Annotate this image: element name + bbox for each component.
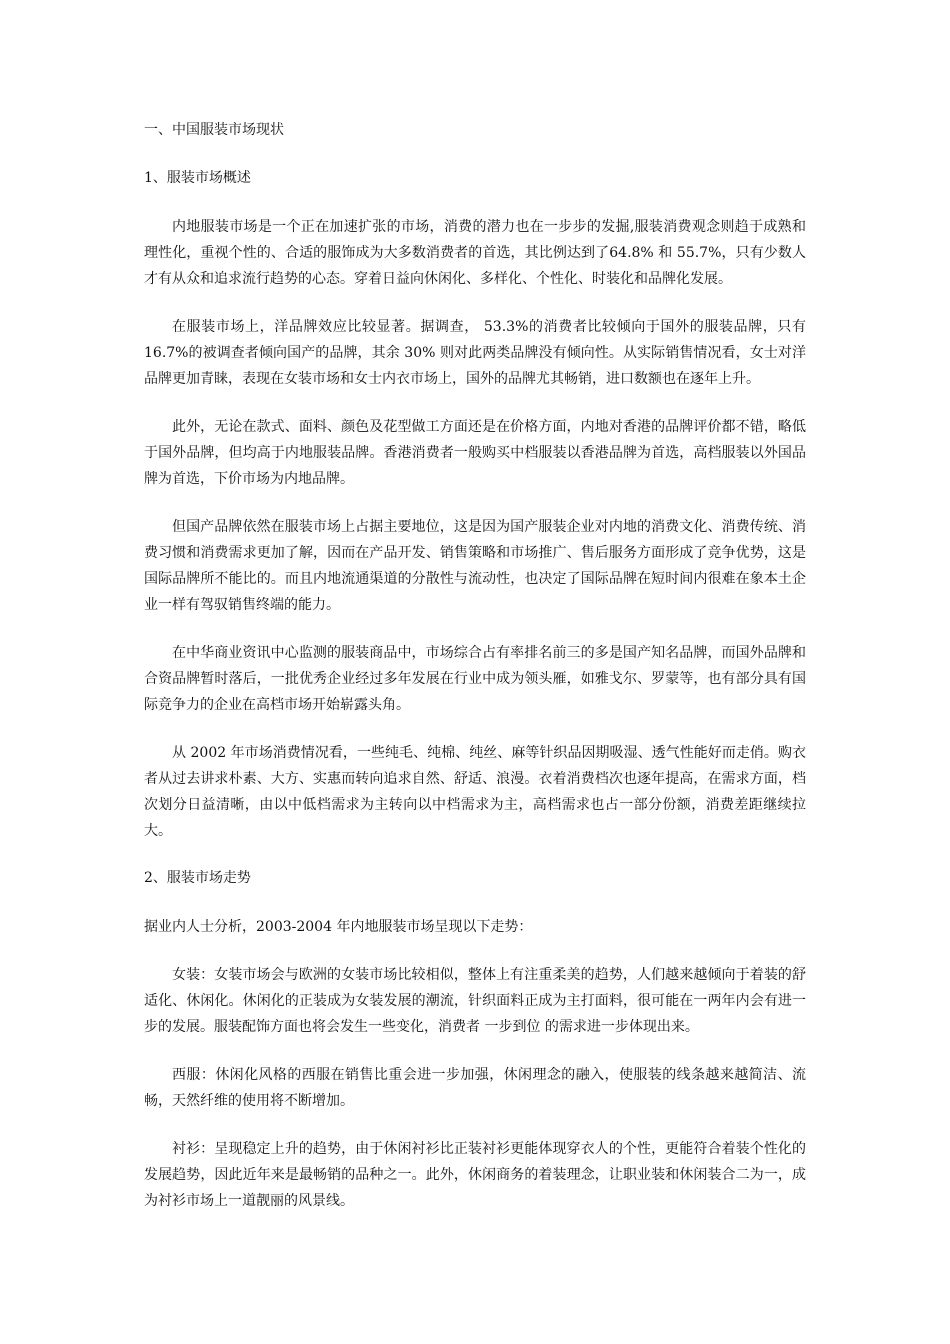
paragraph-market-overview: 内地服装市场是一个正在加速扩张的市场，消费的潜力也在一步步的发掘,服装消费观念则趋于成熟和理性化，重视个性的、合适的服饰成为大多数消费者的首选，其比例达到了64.8% 和 55.7%，只有少数人才有从众和追求流行趋势的心态。穿着日益向休闲化、多样化、个性化、时装化和品牌化发展。 [144,219,806,287]
paragraph-shirts: 衬衫：呈现稳定上升的趋势，由于休闲衬衫比正装衬衫更能体现穿衣人的个性，更能符合着装个性化的发展趋势，因此近年来是最畅销的品种之一。此外，休闲商务的着装理念，让职业装和休闲装合二为一，成为衬衫市场上一道靓丽的风景线。 [144,1141,806,1209]
paragraph-domestic-brands: 但国产品牌依然在服装市场上占据主要地位，这是因为国产服装企业对内地的消费文化、消费传统、消费习惯和消费需求更加了解，因而在产品开发、销售策略和市场推广、售后服务方面形成了竞争优势，这是国际品牌所不能比的。而且内地流通渠道的分散性与流动性，也决定了国际品牌在短时间内很难在象本土企业一样有驾驭销售终端的能力。 [144,519,806,613]
document-body [144,118,806,1236]
paragraph-2002-consumption: 从 2002 年市场消费情况看，一些纯毛、纯棉、纯丝、麻等针织品因期吸湿、透气性能好而走俏。购衣者从过去讲求朴素、大方、实惠而转向追求自然、舒适、浪漫。衣着消费档次也逐年提高，在需求方面，档次划分日益清晰，由以中低档需求为主转向以中档需求为主，高档需求也占一部分份额，消费差距继续拉大。 [144,745,806,839]
section-2-heading: 2、服装市场走势 [144,870,251,886]
paragraph-suits: 西服：休闲化风格的西服在销售比重会进一步加强，休闲理念的融入，使服装的线条越来越简洁、流畅，天然纤维的使用将不断增加。 [144,1067,806,1109]
chapter-heading: 一、中国服装市场现状 [144,122,284,138]
paragraph-trend-intro: 据业内人士分析，2003-2004 年内地服装市场呈现以下走势： [144,919,533,935]
paragraph-market-share: 在中华商业资讯中心监测的服装商品中，市场综合占有率排名前三的多是国产知名品牌，而国外品牌和合资品牌暂时落后，一批优秀企业经过多年发展在行业中成为领头雁，如雅戈尔、罗蒙等，也有部分具有国际竞争力的企业在高档市场开始崭露头角。 [144,645,806,713]
paragraph-foreign-brands: 在服装市场上，洋品牌效应比较显著。据调查， 53.3%的消费者比较倾向于国外的服装品牌，只有16.7%的被调查者倾向国产的品牌，其余 30% 则对此两类品牌没有倾向性。从实际销售情况看，女士对洋品牌更加青睐，表现在女装市场和女士内衣市场上，国外的品牌尤其畅销，进口数额也在逐年上升。 [144,319,806,387]
paragraph-hongkong-brands: 此外，无论在款式、面料、颜色及花型做工方面还是在价格方面，内地对香港的品牌评价都不错，略低于国外品牌，但均高于内地服装品牌。香港消费者一般购买中档服装以香港品牌为首选，高档服装以外国品牌为首选，下价市场为内地品牌。 [144,419,806,487]
section-1-heading: 1、服装市场概述 [144,170,251,186]
paragraph-womenswear: 女装：女装市场会与欧洲的女装市场比较相似，整体上有注重柔美的趋势，人们越来越倾向于着装的舒适化、休闲化。休闲化的正装成为女装发展的潮流，针织面料正成为主打面料，很可能在一两年内会有进一步的发展。服装配饰方面也将会发生一些变化，消费者 一步到位 的需求进一步体现出来。 [144,967,806,1035]
